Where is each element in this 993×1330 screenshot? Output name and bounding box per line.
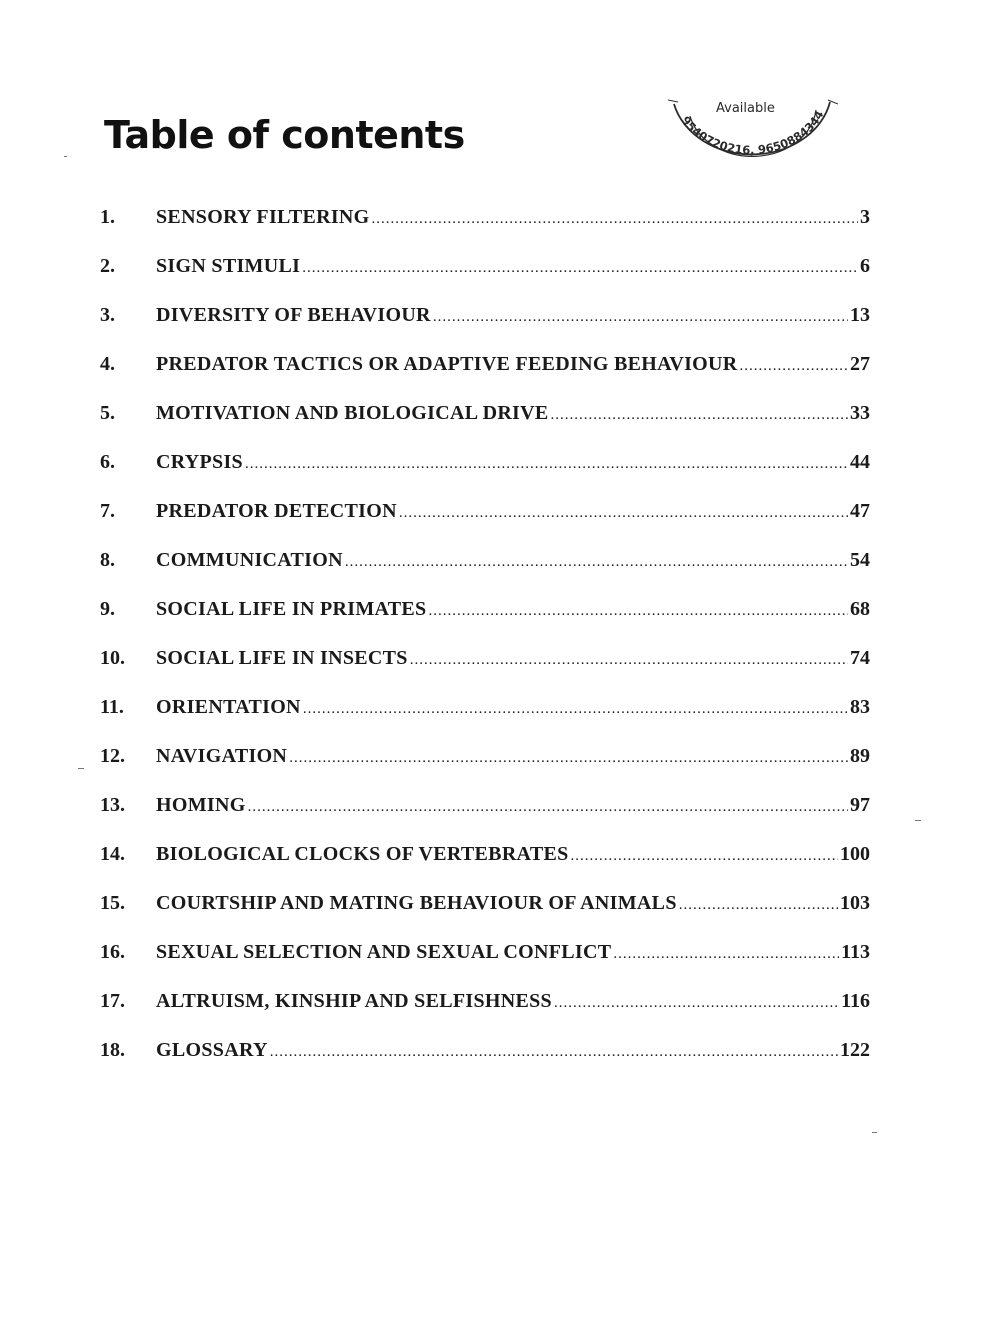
toc-entry-page: 33 (850, 402, 870, 424)
toc-dot-leader (248, 799, 848, 816)
toc-entry-title: HOMING (156, 794, 246, 816)
toc-entry-number: 3. (100, 304, 115, 326)
toc-dot-leader (270, 1044, 838, 1061)
page-title: Table of contents (104, 113, 465, 157)
toc-entry-number: 8. (100, 549, 115, 571)
toc-entry-page: 74 (850, 647, 870, 669)
stamp-top-text: Available (716, 101, 775, 116)
toc-entry-title: SOCIAL LIFE IN PRIMATES (156, 598, 427, 620)
toc-dot-leader (433, 309, 848, 326)
toc-entry-number: 2. (100, 255, 115, 277)
toc-entry-number: 12. (100, 745, 125, 767)
toc-entry-page: 44 (850, 451, 870, 473)
toc-entry-title: SOCIAL LIFE IN INSECTS (156, 647, 408, 669)
toc-entry-page: 3 (860, 206, 870, 228)
toc-entry[interactable] (100, 843, 870, 892)
toc-entry[interactable] (100, 745, 870, 794)
toc-entry[interactable] (100, 990, 870, 1039)
toc-dot-leader (554, 995, 839, 1012)
scan-speck (78, 768, 84, 769)
toc-entry-page: 89 (850, 745, 870, 767)
toc-entry-page: 83 (850, 696, 870, 718)
toc-entry[interactable] (100, 206, 870, 255)
toc-entry-title: PREDATOR DETECTION (156, 500, 397, 522)
scan-speck (64, 156, 67, 157)
stamp-seal (668, 96, 838, 176)
toc-dot-leader (372, 211, 858, 228)
toc-entry-number: 6. (100, 451, 115, 473)
toc-entry-number: 4. (100, 353, 115, 375)
toc-entry[interactable] (100, 451, 870, 500)
toc-entry-title: SENSORY FILTERING (156, 206, 370, 228)
toc-dot-leader (613, 946, 839, 963)
toc-dot-leader (399, 505, 848, 522)
toc-dot-leader (345, 554, 848, 571)
toc-entry-number: 14. (100, 843, 125, 865)
toc-entry-number: 7. (100, 500, 115, 522)
toc-entry-title: DIVERSITY OF BEHAVIOUR (156, 304, 431, 326)
toc-dot-leader (571, 848, 838, 865)
toc-entry-page: 6 (860, 255, 870, 277)
toc-entry-title: PREDATOR TACTICS OR ADAPTIVE FEEDING BEHAVIOUR (156, 353, 738, 375)
toc-entry-page: 116 (841, 990, 870, 1012)
toc-entry-number: 9. (100, 598, 115, 620)
toc-dot-leader (410, 652, 848, 669)
toc-entry-title: NAVIGATION (156, 745, 288, 767)
toc-entry-title: BIOLOGICAL CLOCKS OF VERTEBRATES (156, 843, 569, 865)
toc-entry-number: 16. (100, 941, 125, 963)
toc-entry-title: MOTIVATION AND BIOLOGICAL DRIVE (156, 402, 549, 424)
toc-entry-number: 15. (100, 892, 125, 914)
toc-dot-leader (289, 750, 848, 767)
toc-dot-leader (303, 701, 848, 718)
stamp-bottom-text: 9540720216, 9650884344 (678, 108, 827, 158)
toc-dot-leader (245, 456, 848, 473)
toc-entry-number: 13. (100, 794, 125, 816)
toc-entry-page: 122 (840, 1039, 870, 1061)
toc-entry-title: CRYPSIS (156, 451, 243, 473)
toc-entry[interactable] (100, 304, 870, 353)
toc-entry[interactable] (100, 402, 870, 451)
toc-entry-title: ALTRUISM, KINSHIP AND SELFISHNESS (156, 990, 552, 1012)
toc-entry-page: 100 (840, 843, 870, 865)
toc-entry-title: ORIENTATION (156, 696, 301, 718)
toc-entry-number: 5. (100, 402, 115, 424)
toc-entry[interactable] (100, 598, 870, 647)
toc-dot-leader (740, 358, 849, 375)
toc-entry-page: 97 (850, 794, 870, 816)
toc-entry-title: COMMUNICATION (156, 549, 343, 571)
toc-entry-page: 13 (850, 304, 870, 326)
toc-entry-title: SEXUAL SELECTION AND SEXUAL CONFLICT (156, 941, 612, 963)
toc-entry-title: SIGN STIMULI (156, 255, 301, 277)
toc-dot-leader (428, 603, 848, 620)
toc-entry-page: 47 (850, 500, 870, 522)
toc-entry-page: 103 (840, 892, 870, 914)
toc-dot-leader (302, 260, 858, 277)
scan-speck (915, 820, 921, 821)
toc-entry-number: 11. (100, 696, 124, 718)
table-of-contents (100, 206, 870, 1088)
toc-entry-number: 10. (100, 647, 125, 669)
toc-entry-page: 54 (850, 549, 870, 571)
toc-dot-leader (551, 407, 848, 424)
toc-entry-title: COURTSHIP AND MATING BEHAVIOUR OF ANIMALS (156, 892, 677, 914)
toc-dot-leader (679, 897, 838, 914)
toc-entry[interactable] (100, 892, 870, 941)
toc-entry[interactable] (100, 500, 870, 549)
toc-entry[interactable] (100, 255, 870, 304)
scan-speck (872, 1132, 877, 1133)
toc-entry-page: 113 (841, 941, 870, 963)
toc-entry-number: 18. (100, 1039, 125, 1061)
toc-entry-page: 27 (850, 353, 870, 375)
toc-entry-page: 68 (850, 598, 870, 620)
toc-entry-number: 17. (100, 990, 125, 1012)
toc-entry-title: GLOSSARY (156, 1039, 268, 1061)
toc-entry[interactable] (100, 794, 870, 843)
toc-entry-number: 1. (100, 206, 115, 228)
toc-entry[interactable] (100, 647, 870, 696)
toc-entry[interactable] (100, 1039, 870, 1088)
toc-entry[interactable] (100, 696, 870, 745)
toc-entry[interactable] (100, 941, 870, 990)
toc-entry[interactable] (100, 549, 870, 598)
toc-entry[interactable] (100, 353, 870, 402)
